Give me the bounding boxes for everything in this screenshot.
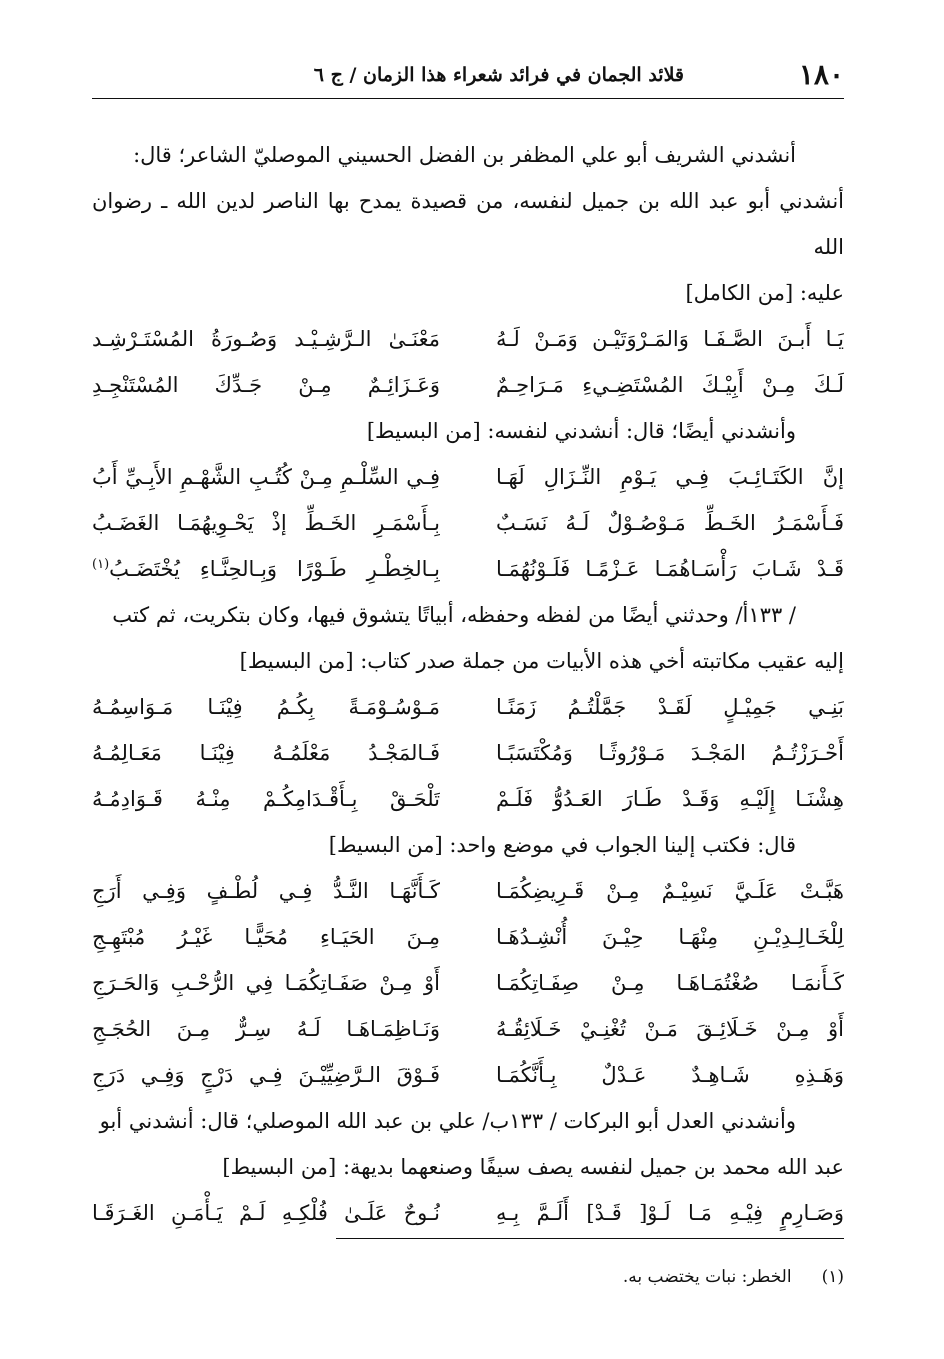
hemistich-second-text: فَـوْقَ الـرَّضِيِّيْـنَ فِـي دَرْجٍ وَفِـي دَرَجِ bbox=[92, 1063, 440, 1087]
hemistich-second bbox=[92, 500, 440, 546]
prose-line: وأنشدني أيضًا؛ قال: أنشدني لنفسه: bbox=[487, 419, 796, 443]
verse-line bbox=[92, 684, 844, 730]
hemistich-second bbox=[92, 1006, 440, 1052]
hemistich-second bbox=[92, 546, 440, 592]
meter-label: [من البسيط] bbox=[239, 649, 354, 673]
hemistich-first: لِلْخَـالِـدِيْـنِ مِنْهَـا حِيْـنَ أُنْشِـدُهَـا bbox=[496, 925, 844, 949]
verse-line bbox=[92, 960, 844, 1006]
hemistich-first: وَصَـارِمٍ فِيْـهِ مَـا لَـوْ[ قَـدْ] أَلَـمَّ بِـهِ bbox=[496, 1201, 844, 1225]
prose-line: عبد الله محمد بن جميل لنفسه يصف سيفًا وصنعهما بديهة: bbox=[342, 1155, 844, 1179]
hemistich-second-text: مَـوْسُـوْمَـةً بِكُـمُ فِيْنَـا مَـوَاسِمُـهُ bbox=[92, 695, 440, 719]
verse-line bbox=[92, 316, 844, 362]
meter-label: [من البسيط] bbox=[366, 419, 481, 443]
hemistich-second bbox=[92, 960, 440, 1006]
prose-line-group bbox=[92, 270, 844, 316]
header-divider bbox=[92, 98, 844, 99]
hemistich-second bbox=[92, 914, 440, 960]
verse-line bbox=[92, 730, 844, 776]
hemistich-second-text: وَعَـزَائِـمٌ مِـنْ جَـدِّكَ المُسْتَنْجِـدِ bbox=[92, 373, 440, 397]
prose-line-group bbox=[92, 408, 844, 454]
prose-line: / ١٣٣أ/ وحدثني أيضًا من لفظه وحفظه، أبياتًا يتشوق فيها، وكان بتكريت، ثم كتب bbox=[112, 603, 796, 627]
hemistich-first: قَـدْ شَـابَ رَأْسَـاهُمَـا عَـزْمًـا فَلَـوْنُهُمَـا bbox=[496, 557, 844, 581]
hemistich-second bbox=[92, 1052, 440, 1098]
hemistich-second-text: مِـنَ الحَيَـاءِ مُحَيًّـا غَيْـرُ مُبْتَهِـجِ bbox=[92, 925, 440, 949]
hemistich-second-text: فَـالمَجْـدُ مَعْلَمُـهُ فِيْنَـا مَعَـالِمُـهُ bbox=[92, 741, 440, 765]
verse-line bbox=[92, 868, 844, 914]
hemistich-first: أَوْ مِـنْ خَـلَائِـقَ مَـنْ تُغْنِـيْ خَـلَائِقُـهُ bbox=[496, 1017, 844, 1041]
hemistich-second-text: فِـي السِّلْـمِ مِـنْ كُتُـبِ الشَّهْـمِ الأَبِـيِّ أَبُ bbox=[92, 465, 440, 489]
prose-line: عليه: bbox=[799, 281, 844, 305]
page-body bbox=[92, 132, 844, 1236]
verse-line bbox=[92, 500, 844, 546]
hemistich-second-text: نُـوحٌ عَلَـىٰ فُلْكِـهِ لَـمْ يَـأْمَـنِ الغَـرَقَـا bbox=[92, 1201, 440, 1225]
hemistich-second bbox=[92, 776, 440, 822]
hemistich-second bbox=[92, 730, 440, 776]
prose-line: أنشدني أبو عبد الله بن جميل لنفسه، من قصيدة يمدح بها الناصر لدين الله ـ رضوان الله bbox=[92, 189, 844, 259]
verse-line bbox=[92, 546, 844, 592]
verse-line bbox=[92, 1190, 844, 1236]
footnote-text: الخطر: نبات يختضب به. bbox=[622, 1267, 792, 1287]
meter-label: [من البسيط] bbox=[222, 1155, 337, 1179]
hemistich-first: بَنِـي جَمِيْـلٍ لَقَـدْ جَمَّلْتُـمُ زَمَنًـا bbox=[496, 695, 844, 719]
page-number: ١٨٠ bbox=[798, 58, 844, 91]
meter-label: [من البسيط] bbox=[328, 833, 443, 857]
hemistich-first: أَحْـرَزْتُـمُ المَجْـدَ مَـوْرُوثًـا وَمُكْتَسَبًـا bbox=[496, 741, 844, 765]
prose-line-group bbox=[92, 822, 844, 868]
hemistich-first: إنَّ الكَتَـائِـبَ فِـي يَـوْمِ النِّـزَالِ لَهَـا bbox=[496, 465, 844, 489]
page-header bbox=[92, 58, 844, 96]
hemistich-first: كَـأَنمَـا صُغْتُمَـاهَـا مِـنْ صِفَـاتِكُمَـا bbox=[496, 971, 844, 995]
hemistich-second bbox=[92, 868, 440, 914]
hemistich-second bbox=[92, 316, 440, 362]
prose-line-group bbox=[92, 1144, 844, 1190]
hemistich-first: لَـكَ مِـنْ أَبِيْـكَ المُسْتَضِـيءِ مَـرَاحِـمٌ bbox=[496, 373, 844, 397]
prose-paragraph bbox=[92, 132, 844, 316]
hemistich-second-text: وَنَـاظِمَـاهَـا لَـهُ سِـرٌّ مِـنَ الحُجَـجِ bbox=[92, 1017, 440, 1041]
prose-line: أنشدني الشريف أبو علي المظفر بن الفضل الحسيني الموصليّ الشاعر؛ قال: bbox=[133, 143, 796, 167]
footnote-divider bbox=[336, 1238, 844, 1239]
hemistich-first: يَـا أَبـنَ الصَّـفَـا وَالمَـرْوَتَيْـن وَمَـنْ لَـهُ bbox=[496, 327, 844, 351]
hemistich-first: وَهَـذِهِ شَـاهِـدٌ عَـدْلٌ بِـأَنَّكُمَـا bbox=[496, 1063, 844, 1087]
meter-label: [من الكامل] bbox=[685, 281, 794, 305]
prose-line: وأنشدني العدل أبو البركات / ١٣٣ب/ علي بن عبد الله الموصلي؛ قال: أنشدني أبو bbox=[99, 1109, 796, 1133]
verse-line bbox=[92, 454, 844, 500]
footnote bbox=[623, 1264, 844, 1290]
footnote-reference: (١) bbox=[92, 557, 110, 572]
hemistich-first: هَبَّـتْ عَلَـيَّ نَسِيْـمٌ مِـنْ قَـرِيضِكُمَـا bbox=[496, 879, 844, 903]
prose-paragraph bbox=[92, 408, 844, 454]
prose-line: إليه عقيب مكاتبته أخي هذه الأبيات من جملة صدر كتاب: bbox=[360, 649, 844, 673]
hemistich-second bbox=[92, 362, 440, 408]
hemistich-second-text: تَلْحَـقْ بِـأَقْـدَامِكُـمْ مِنْـهُ قَـوَادِمُـهُ bbox=[92, 787, 440, 811]
footnote-number: (١) bbox=[821, 1267, 844, 1287]
hemistich-first: فَـأَسْمَـرُ الخَـطِّ مَـوْصُـوْلٌ لَـهُ نَسَـبٌ bbox=[496, 511, 844, 535]
prose-line: قال: فكتب إلينا الجواب في موضع واحد: bbox=[449, 833, 796, 857]
prose-paragraph bbox=[92, 822, 844, 868]
hemistich-second-text: كَـأَنَّهَـا النَّـدُّ فِـي لُطْـفٍ وَفِـي أَرَجِ bbox=[92, 879, 440, 903]
verse-line bbox=[92, 914, 844, 960]
verse-line bbox=[92, 1052, 844, 1098]
hemistich-first: هِشْنَـا إِلَيْـهِ وَقَـدْ طَـارَ العَـدُوُّ فَلَـمْ bbox=[496, 787, 844, 811]
verse-line bbox=[92, 362, 844, 408]
hemistich-second-text: أَوْ مِـنْ صَفَـاتِكُمَـا فِي الرُّحْـبِ وَالحَـرَجِ bbox=[92, 971, 440, 995]
hemistich-second-text: بِـالخِطْـرِ طَـوْرًا وَبِـالحِنَّـاءِ يُخْتَضَـبُ bbox=[109, 557, 440, 581]
hemistich-second-text: بِـأَسْمَـرِ الخَـطِّ إذْ يَحْـوِيهُمَـا الغَضَـبُ bbox=[92, 511, 440, 535]
verse-line bbox=[92, 776, 844, 822]
hemistich-second bbox=[92, 684, 440, 730]
hemistich-second bbox=[92, 454, 440, 500]
prose-paragraph bbox=[92, 592, 844, 684]
prose-line-group bbox=[92, 638, 844, 684]
prose-paragraph bbox=[92, 1098, 844, 1190]
verse-line bbox=[92, 1006, 844, 1052]
running-title: قلائد الجمان في فرائد شعراء هذا الزمان / ج ٦ bbox=[313, 64, 684, 86]
hemistich-second bbox=[92, 1190, 440, 1236]
hemistich-second-text: مَعْنَـىٰ الـرَّشِـيْـد وَصُـورَةُ المُسْتَـرْشِـد bbox=[92, 327, 440, 351]
